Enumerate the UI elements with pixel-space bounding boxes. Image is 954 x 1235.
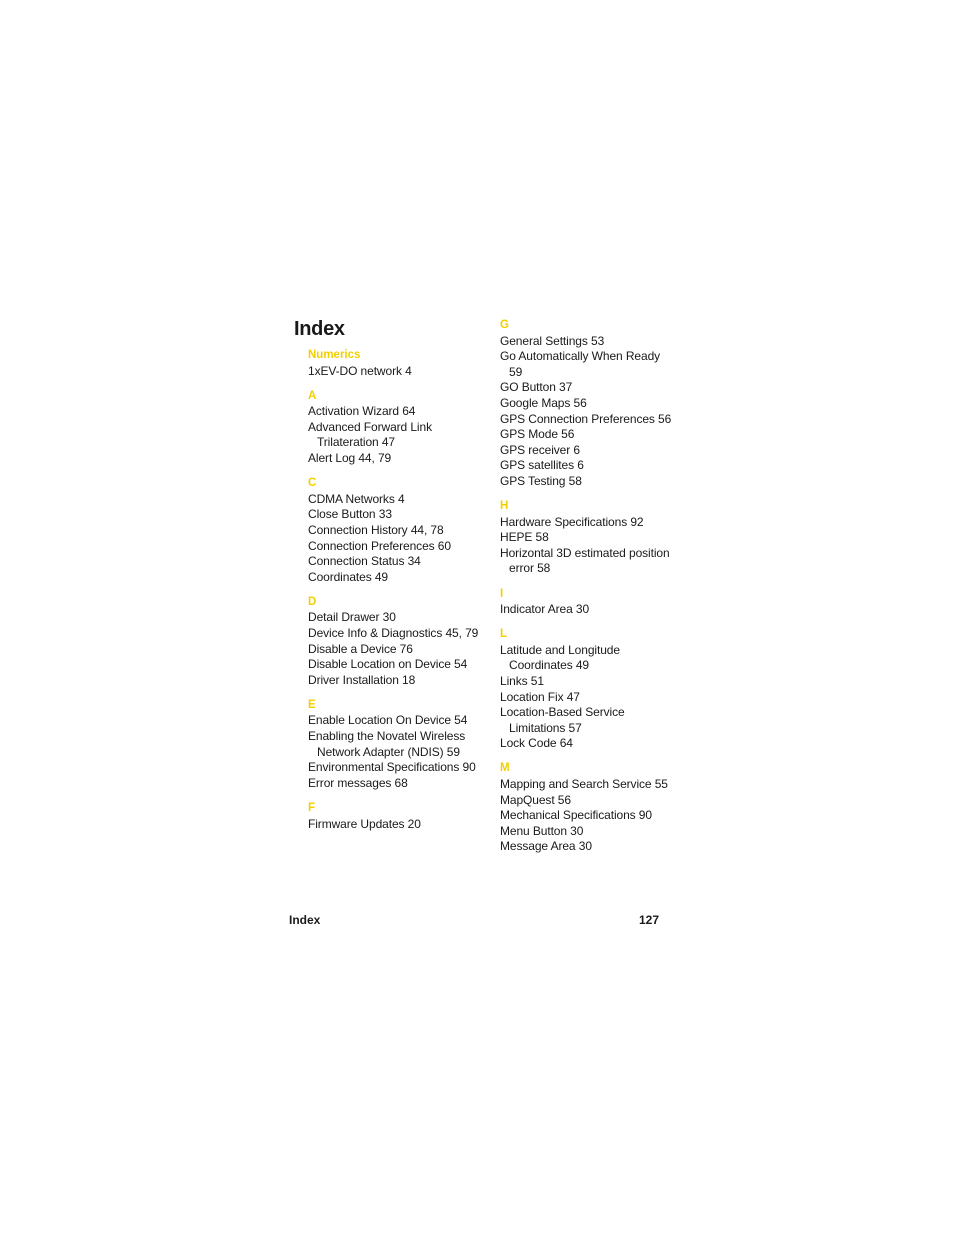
section-heading: G (500, 319, 509, 331)
index-column-right (500, 318, 675, 865)
section-heading: L (500, 628, 508, 641)
index-entry: Lock Code 64 (500, 736, 573, 751)
index-entry: GPS Testing 58 (500, 473, 582, 488)
index-entry: Indicator Area 30 (500, 602, 590, 617)
index-section (500, 587, 675, 618)
index-entry: Connection Status 34 (308, 554, 421, 569)
index-entry: Firmware Updates 20 (308, 816, 421, 831)
index-section (308, 476, 483, 585)
index-entry: GPS Connection Preferences 56 (500, 411, 672, 426)
index-entry: MapQuest 56 (500, 792, 571, 807)
index-entry: Go Automatically When Ready 59 (500, 349, 661, 379)
page-number: 127 (638, 913, 659, 927)
index-entry: Connection History 44, 78 (308, 522, 444, 537)
index-entry: Disable Location on Device 54 (308, 657, 468, 672)
section-heading: F (308, 801, 316, 814)
index-entry: GPS Mode 56 (500, 427, 575, 442)
index-entry: Activation Wizard 64 (308, 404, 416, 419)
page-title: Index (294, 318, 345, 340)
index-entry: Message Area 30 (500, 839, 592, 854)
index-entry: Environmental Specifications 90 (308, 760, 476, 775)
section-heading: D (308, 595, 317, 608)
index-entry: Enable Location On Device 54 (308, 713, 468, 728)
index-section (308, 389, 483, 467)
index-section (500, 318, 675, 490)
index-entry: Mechanical Specifications 90 (500, 808, 652, 823)
index-section (308, 348, 483, 379)
section-heading: Numerics (308, 349, 361, 361)
index-entry: Close Button 33 (308, 507, 392, 522)
index-entry: Error messages 68 (308, 775, 408, 790)
index-entry: Horizontal 3D estimated position error 58 (500, 545, 670, 576)
index-entry: 1xEV-DO network 4 (308, 363, 412, 378)
index-entry: Disable a Device 76 (308, 641, 413, 656)
index-entry: GO Button 37 (500, 380, 573, 395)
section-heading: M (500, 762, 510, 775)
index-entry: Driver Installation 18 (308, 672, 416, 687)
section-heading: E (308, 698, 316, 711)
index-section (500, 761, 675, 855)
section-heading: H (500, 500, 509, 513)
index-entry: GPS satellites 6 (500, 458, 584, 473)
index-entry: Alert Log 44, 79 (308, 451, 392, 466)
index-section (500, 627, 675, 752)
index-entry: Links 51 (500, 673, 544, 688)
index-entry: Coordinates 49 (308, 569, 388, 584)
index-entry: Advanced Forward Link Trilateration 47 (308, 419, 432, 450)
section-heading: I (500, 587, 504, 600)
index-section (500, 499, 675, 577)
index-section (308, 698, 483, 792)
index-entry: GPS receiver 6 (500, 442, 580, 457)
index-entry: Latitude and Longitude Coordinates 49 (500, 642, 620, 673)
index-entry: Device Info & Diagnostics 45, 79 (308, 626, 479, 640)
index-entry: Enabling the Novatel Wireless Network Adapter (NDIS) 59 (308, 729, 466, 759)
index-entry: Mapping and Search Service 55 (500, 777, 668, 792)
index-entry: Detail Drawer 30 (308, 610, 396, 625)
index-entry: Connection Preferences 60 (308, 538, 451, 553)
index-section (308, 595, 483, 689)
index-entry: CDMA Networks 4 (308, 491, 405, 506)
index-entry: Hardware Specifications 92 (500, 514, 644, 529)
index-entry: Location Fix 47 (500, 689, 580, 704)
index-entry: Menu Button 30 (500, 823, 584, 838)
footer-section-label: Index (289, 913, 321, 927)
index-entry: Google Maps 56 (500, 395, 587, 410)
index-entry: HEPE 58 (500, 530, 549, 545)
section-heading: A (308, 389, 317, 402)
index-entry: Location-Based Service Limitations 57 (500, 705, 625, 735)
section-heading: C (308, 477, 317, 490)
index-entry: General Settings 53 (500, 333, 605, 348)
index-section (308, 801, 483, 832)
index-column-left (308, 348, 483, 842)
